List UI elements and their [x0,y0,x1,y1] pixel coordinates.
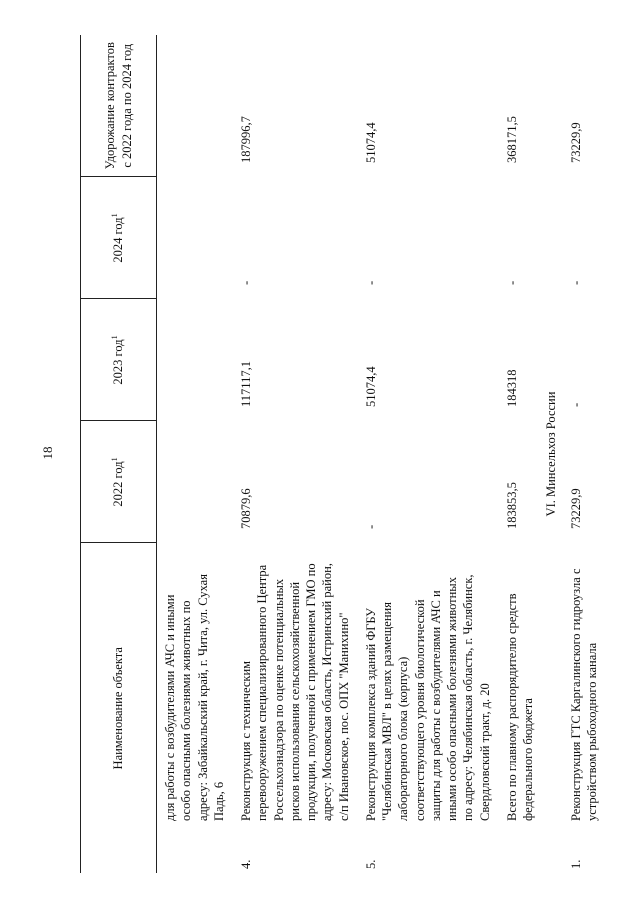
table-row [233,35,358,873]
header-name-label: Наименование объекта [111,647,126,770]
footnote-mark: 1 [110,335,120,340]
value-2024: - [239,280,253,285]
value-2023: 184318 [504,369,519,407]
footnote-mark: 1 [110,457,120,462]
table-row [157,35,234,873]
row-number: 1. [568,859,583,869]
value-increase: 51074,4 [363,122,378,163]
value-2024: - [568,280,583,285]
page-number: 18 [40,446,55,460]
row-name-cell [563,543,607,873]
footnote-mark: 1 [110,213,120,218]
header-2023 [81,299,157,421]
value-2022: 73229,9 [568,488,583,529]
header-2022 [81,421,157,543]
budget-table [80,35,606,873]
table-row-total [499,35,543,873]
value-2023: 51074,4 [363,366,378,407]
table-row [358,35,499,873]
row-name-cell [358,543,499,873]
table-header-row [81,35,157,873]
value-2023: - [568,402,583,407]
value-increase [157,35,234,177]
value-increase: 73229,9 [568,122,583,163]
rotated-table-container [80,35,630,873]
row-name: Реконструкция с техническим перевооружением специализированного Центра Россельхознадзора по оценке потенциальных рисков использования сельскохозяйственной продукции, полученной с применением ГМО по адресу: Московская область, Истринский район, с/п Ивановское, пос. ОПХ "Манихино" [239,563,351,821]
value-2024: - [504,280,519,285]
header-2024 [81,177,157,299]
row-name: Реконструкция ГТС Каргалинского гидроузла с устройством рыбоходного канала [568,568,599,821]
value-2023: 117117,1 [239,361,253,407]
section-title: VI. Минсельхоз России [544,391,559,517]
header-increase [81,35,157,177]
header-name [81,543,157,873]
table-row [563,35,607,873]
row-name-cell [157,543,234,873]
row-number: 5. [363,859,378,869]
header-2023-label: 2023 год [111,339,126,385]
header-2024-label: 2024 год [111,217,126,263]
row-name: Реконструкция комплекса зданий ФГБУ "Челябинская МВЛ" в целях размещения лабораторного блока (корпуса) соответствующего уровня биологической защиты для работы с возбудителями АЧС и иными особо опасными болезнями животных по адресу: Челябинская область, г. Челябинск, Свердловский тракт, д. 20 [363,574,492,821]
value-2022: 183853,5 [504,482,519,529]
value-2023 [157,299,234,421]
header-2022-label: 2022 год [111,461,126,507]
header-increase-label: Удорожание контрактов с 2022 года по 2024 год [103,42,134,170]
value-increase: 187996,7 [239,116,253,163]
value-2022: 70879,6 [239,488,253,529]
value-2022 [157,421,234,543]
value-2022: - [363,524,378,529]
value-2024: - [363,280,378,285]
row-number: 4. [239,859,253,869]
row-name-cell [233,543,358,873]
row-name-cell [499,543,543,873]
section-row [542,35,562,873]
row-name: Всего по главному распорядителю средств федерального бюджета [504,593,535,821]
value-2024 [157,177,234,299]
value-increase: 368171,5 [504,116,519,163]
row-name: для работы с возбудителями АЧС и иными особо опасными болезнями животных по адресу: Забайкальский край, г. Чита, ул. Сухая Падь, 6 [163,574,226,821]
